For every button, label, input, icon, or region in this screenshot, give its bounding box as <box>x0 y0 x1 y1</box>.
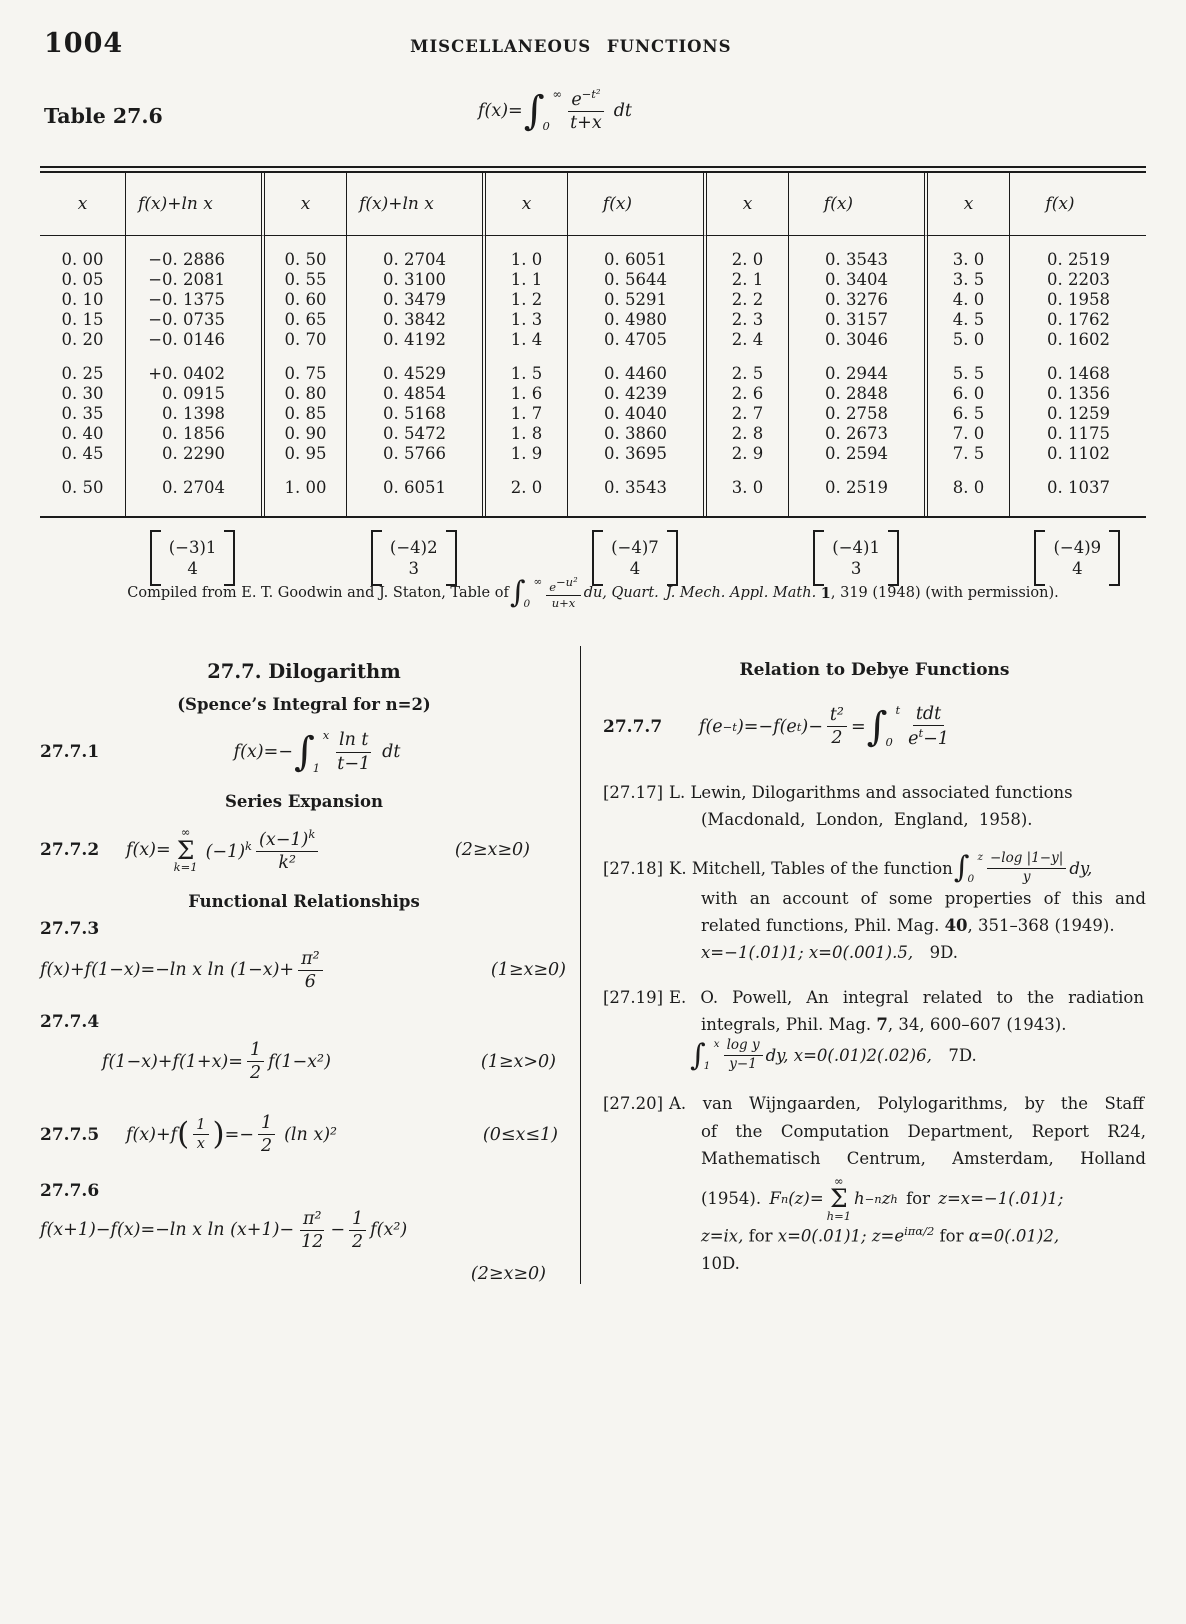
table-header-cell: x <box>482 173 567 236</box>
table-cell: 1. 9 <box>482 444 567 464</box>
fraction: $\frac{\text{π²}}{6}$ <box>298 949 323 992</box>
table-cell: 1. 00 <box>261 478 346 498</box>
table-header-cell: f(x) <box>1009 173 1146 236</box>
table-cell: 0. 30 <box>61 383 104 403</box>
table-cell: 2. 1 <box>703 270 788 290</box>
fraction: $\frac{\text{π²}}{12}$ <box>301 1208 324 1252</box>
fraction: $\frac{1}{2}$ <box>247 1040 264 1083</box>
table-cell: 0. 15 <box>61 309 104 329</box>
table-cell: 0. 20 <box>61 329 104 349</box>
table-cell: 0. 1958 <box>1009 290 1146 310</box>
equation-label-27-7-3: 27.7.3 <box>40 918 100 939</box>
table-cell: 1. 0 <box>482 250 567 270</box>
table-cell: 3. 5 <box>924 270 1009 290</box>
table-spacer-cell <box>346 464 482 478</box>
table-cell: 0. 0915 <box>125 384 261 404</box>
fraction: $\frac{1}{2}$ <box>258 1113 275 1156</box>
data-table <box>40 166 1146 518</box>
table-cell: 2. 9 <box>703 444 788 464</box>
table-header-cell: f(x)+ln x <box>346 173 482 236</box>
table-cell: 0. 1468 <box>1009 364 1146 384</box>
table-cell: 0. 35 <box>61 403 104 423</box>
table-spacer-cell <box>567 498 703 516</box>
table-cell: 0. 00 <box>61 249 104 269</box>
section-title: 27.7. Dilogarithm <box>207 660 401 683</box>
equation-27-7-3: f(x)+f(1−x)=−ln x ln (1−x)+ $\frac{\text{π²}}{6}$ (1≥x≥0) <box>40 948 566 992</box>
table-cell: 0. 80 <box>261 384 346 404</box>
table-cell: 0. 2704 <box>346 250 482 270</box>
table-cell: 3. 0 <box>703 478 788 498</box>
table-cell: 2. 6 <box>703 384 788 404</box>
table-cell: 2. 4 <box>703 330 788 350</box>
page-header <box>40 28 1146 68</box>
table-cell: 2. 8 <box>703 424 788 444</box>
table-spacer-cell <box>924 464 1009 478</box>
table-cell: 4. 0 <box>924 290 1009 310</box>
table-cell: 0. 05 <box>61 269 104 289</box>
table-spacer-cell <box>261 350 346 364</box>
table-cell: 1. 6 <box>482 384 567 404</box>
table-cell: 0. 2594 <box>788 444 924 464</box>
table-cell: 0. 4980 <box>567 310 703 330</box>
table-cell: 0. 2758 <box>788 404 924 424</box>
table-cell: 2. 7 <box>703 404 788 424</box>
integral <box>523 86 563 134</box>
table-header-cell: x <box>703 173 788 236</box>
table-cell: 0. 1037 <box>1009 478 1146 498</box>
table-cell: 0. 2290 <box>125 444 261 464</box>
table-cell: 0. 45 <box>61 443 104 463</box>
table-spacer-cell <box>1009 350 1146 364</box>
table-cell: 0. 3543 <box>788 250 924 270</box>
error-bracket: (−4)1 3 <box>704 530 925 586</box>
table-cell: −0. 2886 <box>125 250 261 270</box>
equation-27-7-5: 27.7.5 f(x)+f ( 1 x ) =− $\frac{1}{2}$ (ln x)² (0≤x≤1) <box>40 1113 558 1157</box>
table-cell: 0. 1356 <box>1009 384 1146 404</box>
reference-27-19: [27.19] E. O. Powell, An integral related to the radiation integrals, Phil. Mag. 7, 34, 600–607 (1943). ∫ x 1 log y y−1 dy, x=0(.01)2(.02)6, 7D. <box>603 988 1144 1073</box>
integral-symbol: ∫ <box>509 575 526 611</box>
table-grid <box>40 173 1146 518</box>
table-cell: 5. 5 <box>924 364 1009 384</box>
table-cell: 1. 1 <box>482 270 567 290</box>
equation-27-7-2: 27.7.2 f(x)= ∞ Σ k=1 $(-1)^k$ $(x-1)^k$ k² (2≥x≥0) <box>40 825 530 875</box>
table-footnote: Compiled from E. T. Goodwin and J. Staton, Table of ∫ ∞ 0 $e^{-u^2}$ u+x du, Quart. J. Mech. Appl. Math. 1 , 319 (1948) (with permission). <box>127 575 1059 611</box>
table-caption-row <box>40 78 1146 164</box>
equation-27-7-7: 27.7.7 f(e −t )=−f(e t )− $\frac{\text{t²}}{2}$ = ∫ t 0 tdt $e^t-1$ <box>603 704 1146 749</box>
table-cell: 0. 65 <box>261 310 346 330</box>
condition: (2≥x≥0) <box>470 1263 546 1284</box>
table-cell: 0. 1102 <box>1009 444 1146 464</box>
table-cell: 0. 5472 <box>346 424 482 444</box>
error-bracket: (−4)9 4 <box>925 530 1146 586</box>
section-subtitle: (Spence’s Integral for n=2) <box>177 695 431 714</box>
table-spacer-cell <box>788 464 924 478</box>
table-top-rule-thick <box>40 166 1146 168</box>
table-cell: 0. 75 <box>261 364 346 384</box>
table-cell: 2. 5 <box>703 364 788 384</box>
table-cell: 7. 0 <box>924 424 1009 444</box>
table-cell: 0. 10 <box>61 289 104 309</box>
table-cell: 0. 2519 <box>1009 250 1146 270</box>
fraction: $e^{-u^2}$ u+x <box>546 576 580 610</box>
table-cell: 0. 4192 <box>346 330 482 350</box>
table-cell: 0. 3157 <box>788 310 924 330</box>
integral: ∫ t 0 <box>866 702 901 750</box>
table-cell: 0. 1175 <box>1009 424 1146 444</box>
table-spacer-cell <box>703 350 788 364</box>
table-cell: 0. 3860 <box>567 424 703 444</box>
page-number: 1004 <box>44 28 124 59</box>
table-cell: 0. 50 <box>261 250 346 270</box>
table-cell: 0. 5291 <box>567 290 703 310</box>
table-cell: 0. 70 <box>261 330 346 350</box>
table-spacer-cell <box>261 236 346 250</box>
equation-label-27-7-6: 27.7.6 <box>40 1180 100 1201</box>
fraction: $\frac{1}{2}$ <box>349 1209 366 1252</box>
table-cell: 0. 5168 <box>346 404 482 424</box>
table-spacer-cell <box>567 236 703 250</box>
table-spacer-cell <box>346 350 482 364</box>
table-spacer-cell <box>567 464 703 478</box>
table-cell: 4. 5 <box>924 310 1009 330</box>
table-spacer-cell <box>261 464 346 478</box>
fraction: $\frac{\text{t²}}{2}$ <box>827 705 847 748</box>
table-cell: 0. 2519 <box>788 478 924 498</box>
table-cell: 0. 1398 <box>125 404 261 424</box>
formula-dt: dt <box>613 100 632 121</box>
integral: ∫ z 0 <box>953 850 983 886</box>
table-spacer-cell <box>125 350 261 364</box>
left-paren: ( <box>177 1116 190 1153</box>
table-cell: 0. 55 <box>261 270 346 290</box>
table-spacer-cell <box>40 236 125 250</box>
table-spacer-cell <box>1009 236 1146 250</box>
table-cell: 1. 2 <box>482 290 567 310</box>
table-cell: 0. 3276 <box>788 290 924 310</box>
table-spacer-cell <box>346 498 482 516</box>
table-cell: −0. 0735 <box>125 310 261 330</box>
table-spacer-cell <box>703 236 788 250</box>
table-cell: 0. 4460 <box>567 364 703 384</box>
formula-lhs: f(x)= <box>478 100 523 121</box>
table-cell: 0. 2673 <box>788 424 924 444</box>
table-cell: 0. 2704 <box>125 478 261 498</box>
table-cell: 0. 50 <box>61 477 104 497</box>
integral: ∫ ∞ 0 <box>509 575 543 611</box>
fraction: $e^{-t^2}$ t+x <box>570 87 602 133</box>
integral-symbol: ∫ <box>523 87 545 134</box>
table-cell: 8. 0 <box>924 478 1009 498</box>
equation-27-7-4: f(1−x)+f(1+x)= $\frac{1}{2}$ f(1−x²) (1≥x>0) <box>102 1040 556 1084</box>
table-header-cell: x <box>924 173 1009 236</box>
table-cell: 0. 3543 <box>567 478 703 498</box>
fraction: 1 x <box>193 1117 208 1153</box>
table-cell: 2. 0 <box>482 478 567 498</box>
table-cell: 2. 2 <box>703 290 788 310</box>
condition: (1≥x≥0) <box>490 960 566 981</box>
table-cell: 0. 4239 <box>567 384 703 404</box>
error-bracket: (−4)2 3 <box>261 530 482 586</box>
table-spacer-cell <box>482 236 567 250</box>
condition: (2≥x≥0) <box>454 840 530 861</box>
fraction: $(x-1)^k$ k² <box>256 828 318 873</box>
table-spacer-cell <box>125 498 261 516</box>
table-cell: 0. 6051 <box>567 250 703 270</box>
summation: ∞ Σ k=1 <box>173 825 198 875</box>
equation-label-27-7-4: 27.7.4 <box>40 1012 100 1032</box>
table-cell: 0. 1602 <box>1009 330 1146 350</box>
error-bracket: (−3)1 4 <box>40 530 261 586</box>
table-cell: 7. 5 <box>924 444 1009 464</box>
table-spacer-cell <box>40 350 125 364</box>
table-spacer-cell <box>567 350 703 364</box>
section-dilogarithm <box>40 646 580 1284</box>
error-bracket: (−4)7 4 <box>482 530 703 586</box>
table-cell: 3. 0 <box>924 250 1009 270</box>
table-cell: 0. 3695 <box>567 444 703 464</box>
right-paren: ) <box>212 1116 225 1153</box>
table-cell: 0. 1762 <box>1009 310 1146 330</box>
reference-27-20: [27.20] A. van Wijngaarden, Polylogarithms, by the Staff of the Computation Department, Report R24, Mathematisch Centrum, Amsterdam, Holland (1954). F n (z)= ∞ Σ h=1 h −n z h for z=x=−1(.01)1; z=ix, for x=0(.01)1; $z=e^{i\pi\alpha/2}$ for α=0(.01)2, 10D. <box>603 1094 1146 1273</box>
table-cell: 0. 2203 <box>1009 270 1146 290</box>
table-cell: −0. 2081 <box>125 270 261 290</box>
heading-series-expansion: Series Expansion <box>224 792 384 811</box>
table-cell: 0. 95 <box>261 444 346 464</box>
table-cell: 0. 6051 <box>346 478 482 498</box>
table-spacer-cell <box>788 236 924 250</box>
table-cell: 2. 3 <box>703 310 788 330</box>
table-cell: 1. 8 <box>482 424 567 444</box>
table-cell: 0. 5766 <box>346 444 482 464</box>
table-cell: 0. 90 <box>261 424 346 444</box>
table-spacer-cell <box>40 498 125 516</box>
table-spacer-cell <box>346 236 482 250</box>
table-cell: 0. 3100 <box>346 270 482 290</box>
table-cell: 0. 2848 <box>788 384 924 404</box>
table-cell: 6. 0 <box>924 384 1009 404</box>
table-cell: 0. 3404 <box>788 270 924 290</box>
two-column-section <box>40 646 1146 1284</box>
table-cell: 0. 3046 <box>788 330 924 350</box>
table-cell: 0. 1856 <box>125 424 261 444</box>
table-spacer-cell <box>1009 464 1146 478</box>
condition: (0≤x≤1) <box>482 1124 558 1145</box>
fraction: log y y−1 <box>724 1038 763 1072</box>
table-cell: 0. 3842 <box>346 310 482 330</box>
table-cell: 0. 25 <box>61 363 104 383</box>
table-cell: 0. 4705 <box>567 330 703 350</box>
table-cell: 2. 0 <box>703 250 788 270</box>
table-spacer-cell <box>125 464 261 478</box>
table-spacer-cell <box>788 350 924 364</box>
condition: (1≥x>0) <box>480 1051 556 1072</box>
integral: ∫ x 1 <box>690 1037 720 1073</box>
table-cell: 0. 2944 <box>788 364 924 384</box>
heading-functional-relationships: Functional Relationships <box>188 891 420 911</box>
table-header-cell: f(x)+ln x <box>125 173 261 236</box>
table-spacer-cell <box>482 350 567 364</box>
table-spacer-cell <box>924 236 1009 250</box>
heading-debye: Relation to Debye Functions <box>739 660 1010 680</box>
table-cell: 1. 7 <box>482 404 567 424</box>
running-title: MISCELLANEOUS FUNCTIONS <box>410 37 732 56</box>
table-cell: 1. 4 <box>482 330 567 350</box>
fraction: ln t t−1 <box>337 730 371 774</box>
table-cell: 5. 0 <box>924 330 1009 350</box>
table-spacer-cell <box>125 236 261 250</box>
table-cell: −0. 0146 <box>125 330 261 350</box>
table-cell: 0. 85 <box>261 404 346 424</box>
table-cell: 0. 1259 <box>1009 404 1146 424</box>
reference-27-18: [27.18] K. Mitchell, Tables of the function ∫ z 0 −log |1−y| y dy, with an account of some properties of this and related functions, Phil. Mag. 40, 351–368 (1949). x=−1(.01)1; x=0(.001).5, 9D. <box>603 850 1146 963</box>
integral: ∫ x 1 <box>293 728 330 775</box>
table-cell: 1. 3 <box>482 310 567 330</box>
table-title: Table 27.6 <box>44 104 163 128</box>
table-spacer-cell <box>40 464 125 478</box>
table-cell: 0. 5644 <box>567 270 703 290</box>
table-spacer-cell <box>261 498 346 516</box>
equation-27-7-1: 27.7.1 f(x)=− ∫ x 1 ln t t−1 dt <box>40 728 401 775</box>
table-cell: 6. 5 <box>924 404 1009 424</box>
table-spacer-cell <box>482 498 567 516</box>
section-debye-and-references <box>580 646 1146 1284</box>
table-cell: 0. 40 <box>61 423 104 443</box>
reference-27-17: [27.17] L. Lewin, Dilogarithms and associated functions (Macdonald, London, England, 1958). <box>603 783 1073 830</box>
fraction: tdt $e^t-1$ <box>908 704 949 749</box>
table-cell: 0. 3479 <box>346 290 482 310</box>
table-header-cell: f(x) <box>567 173 703 236</box>
table-spacer-cell <box>482 464 567 478</box>
table-header-cell: f(x) <box>788 173 924 236</box>
fraction: −log |1−y| y <box>987 851 1066 885</box>
table-cell: +0. 0402 <box>125 364 261 384</box>
table-cell: 1. 5 <box>482 364 567 384</box>
table-cell: 0. 4529 <box>346 364 482 384</box>
table-spacer-cell <box>703 498 788 516</box>
table-header-cell: x <box>261 173 346 236</box>
summation: ∞ Σ h=1 <box>826 1173 852 1223</box>
equation-27-7-6: f(x+1)−f(x)=−ln x ln (x+1)− $\frac{\text{π²}}{12}$ − $\frac{1}{2}$ f(x²) <box>40 1208 408 1252</box>
table-cell: 0. 4040 <box>567 404 703 424</box>
table-spacer-cell <box>924 350 1009 364</box>
table-cell: 0. 60 <box>261 290 346 310</box>
table-header-cell: x <box>40 173 125 236</box>
table-spacer-cell <box>924 498 1009 516</box>
table-formula <box>478 88 632 133</box>
table-spacer-cell <box>788 498 924 516</box>
table-cell: 0. 4854 <box>346 384 482 404</box>
reference-list <box>603 779 1146 1277</box>
table-spacer-cell <box>1009 498 1146 516</box>
table-spacer-cell <box>703 464 788 478</box>
integral-limits: ∞ 0 <box>542 86 563 134</box>
table-cell: −0. 1375 <box>125 290 261 310</box>
